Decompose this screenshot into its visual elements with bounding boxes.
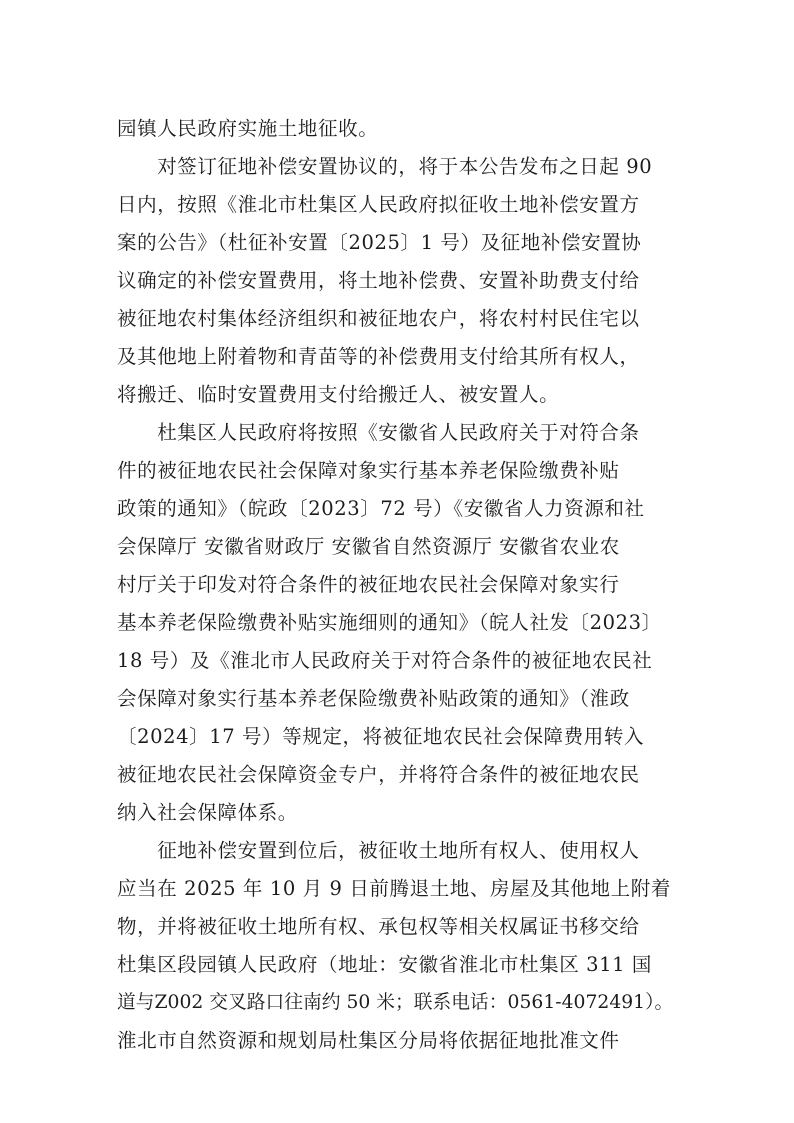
- text-line: 案的公告》（杜征补安置〔2025〕1 号）及征地补偿安置协: [117, 231, 642, 254]
- text-line: 物，并将被征收土地所有权、承包权等相关权属证书移交给: [117, 915, 640, 938]
- text-line: 应当在 2025 年 10 月 9 日前腾退土地、房屋及其他地上附着: [117, 877, 671, 900]
- text-line: 〔2024〕17 号）等规定，将被征地农民社会保障费用转入: [117, 725, 645, 748]
- text-line: 议确定的补偿安置费用，将土地补偿费、安置补助费支付给: [117, 269, 640, 292]
- text-line: 杜集区人民政府将按照《安徽省人民政府关于对符合条: [117, 421, 640, 444]
- text-line: 及其他地上附着物和青苗等的补偿费用支付给其所有权人，: [117, 345, 640, 368]
- text-line: 18 号）及《淮北市人民政府关于对符合条件的被征地农民社: [117, 649, 653, 672]
- text-line: 被征地农民社会保障资金专户，并将符合条件的被征地农民: [117, 763, 640, 786]
- text-line: 会保障对象实行基本养老保险缴费补贴政策的通知》（淮政: [117, 687, 630, 710]
- text-line: 纳入社会保障体系。: [117, 801, 298, 824]
- text-line: 将搬迁、临时安置费用支付给搬迁人、被安置人。: [117, 383, 560, 406]
- text-line: 日内，按照《淮北市杜集区人民政府拟征收土地补偿安置方: [117, 193, 640, 216]
- text-line: 杜集区段园镇人民政府（地址：安徽省淮北市杜集区 311 国: [117, 953, 653, 976]
- text-line: 村厅关于印发对符合条件的被征地农民社会保障对象实行: [117, 573, 620, 596]
- text-line: 件的被征地农民社会保障对象实行基本养老保险缴费补贴: [117, 459, 620, 482]
- text-line: 被征地农村集体经济组织和被征地农户，将农村村民住宅以: [117, 307, 640, 330]
- text-line: 基本养老保险缴费补贴实施细则的通知》（皖人社发〔2023〕: [117, 611, 662, 634]
- body-text: [117, 110, 675, 1060]
- text-line: 对签订征地补偿安置协议的，将于本公告发布之日起 90: [117, 155, 653, 178]
- text-line: 征地补偿安置到位后，被征收土地所有权人、使用权人: [117, 839, 640, 862]
- text-line: 会保障厅 安徽省财政厅 安徽省自然资源厅 安徽省农业农: [117, 535, 620, 558]
- text-line: 政策的通知》（皖政〔2023〕72 号）《安徽省人力资源和社: [117, 497, 645, 520]
- text-line: 道与Z002 交叉路口往南约 50 米；联系电话：0561-4072491）。: [117, 992, 674, 1013]
- text-line: 园镇人民政府实施土地征收。: [117, 117, 379, 140]
- text-line: 淮北市自然资源和规划局杜集区分局将依据征地批准文件: [117, 1029, 620, 1052]
